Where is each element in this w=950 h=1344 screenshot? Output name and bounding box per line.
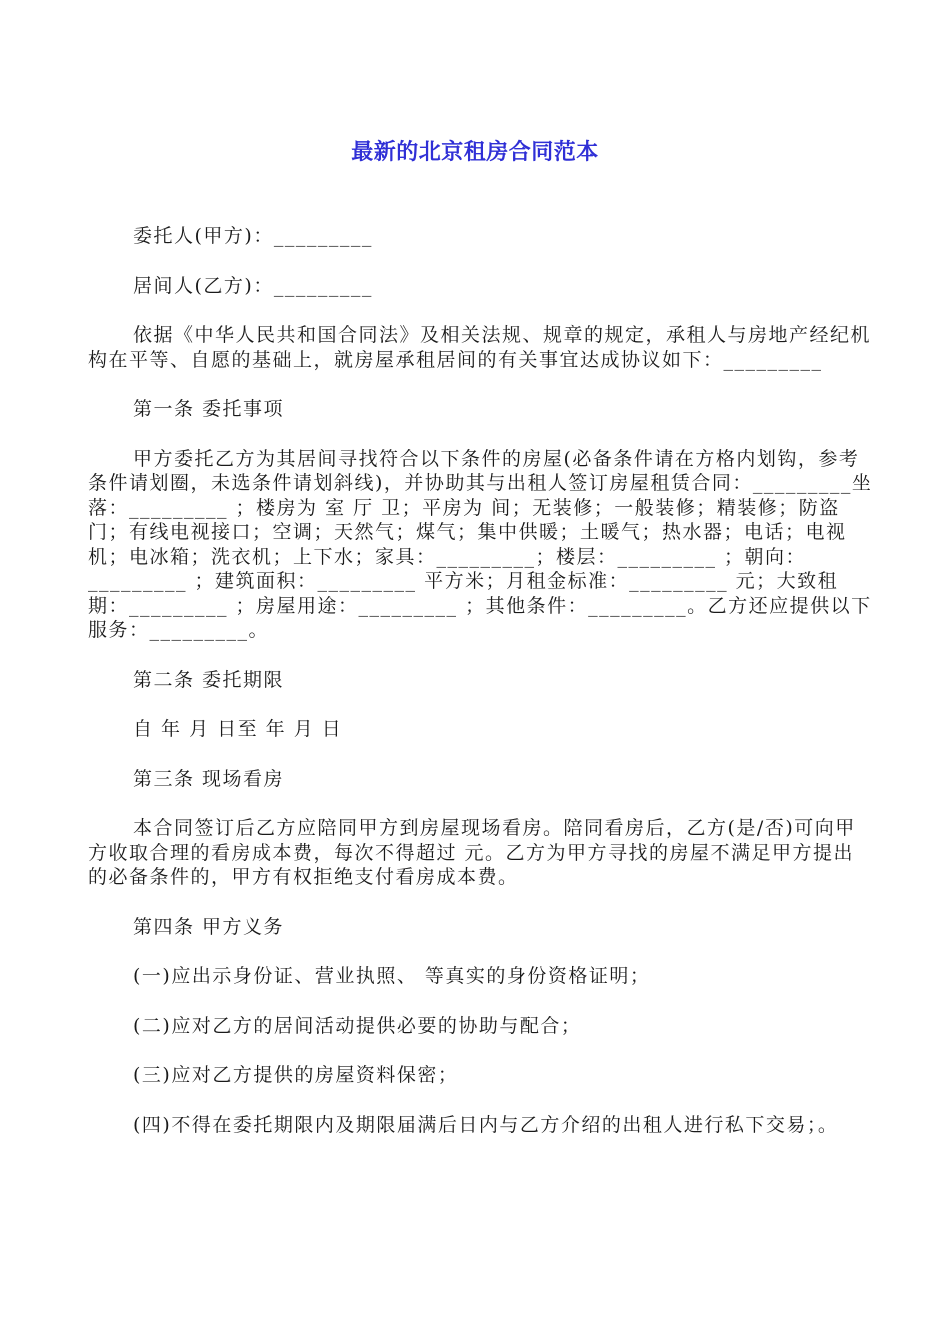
- article-3-heading: 第三条 现场看房: [133, 767, 285, 790]
- document-body: [88, 224, 874, 1137]
- article-2-heading: 第二条 委托期限: [133, 668, 285, 691]
- article-4-heading: 第四条 甲方义务: [133, 915, 285, 938]
- article-4-item-2: (二)应对乙方的居间活动提供必要的协助与配合；: [133, 1014, 582, 1037]
- article-1-body: 甲方委托乙方为其居间寻找符合以下条件的房屋(必备条件请在方格内划钩，参考条件请划圈，未选条件请划斜线)，并协助其与出租人签订房屋租赁合同：_________坐落：_________ ；楼房为 室 厅 卫；平房为 间；无装修；一般装修；精装修；防盗门；有线电视接口；空调；天然气；煤气；集中供暖；土暖气；热水器；电话；电视机；电冰箱；洗衣机；上下水；家具：_________；楼层：_________ ；朝向：_________ ；建筑面积：_________ 平方米；月租金标准：_________ 元；大致租期：_________ ；房屋用途：_________ ；其他条件：_________。乙方还应提供以下服务：_________。: [88, 447, 873, 641]
- article-4-item-1: (一)应出示身份证、营业执照、 等真实的身份资格证明；: [133, 965, 651, 987]
- document-title: 最新的北京租房合同范本: [351, 140, 599, 165]
- article-3-body: 本合同签订后乙方应陪同甲方到房屋现场看房。陪同看房后，乙方(是/否)可向甲方收取合理的看房成本费，每次不得超过 元。乙方为甲方寻找的房屋不满足甲方提出的必备条件的，甲方有权拒绝支付看房成本费。: [88, 817, 856, 888]
- article-4-item-4: (四)不得在委托期限内及期限届满后日内与乙方介绍的出租人进行私下交易；。: [133, 1113, 839, 1136]
- preamble-paragraph: 依据《中华人民共和国合同法》及相关法规、规章的规定，承租人与房地产经纪机构在平等、自愿的基础上，就房屋承租居间的有关事宜达成协议如下：_________: [88, 324, 872, 371]
- article-2-body: 自 年 月 日至 年 月 日: [133, 718, 343, 740]
- article-1-heading: 第一条 委托事项: [133, 398, 285, 420]
- article-4-item-3: (三)应对乙方提供的房屋资料保密；: [133, 1064, 459, 1086]
- party-a-line: 委托人(甲方)：_________: [133, 225, 373, 247]
- party-b-line: 居间人(乙方)：_________: [133, 274, 373, 297]
